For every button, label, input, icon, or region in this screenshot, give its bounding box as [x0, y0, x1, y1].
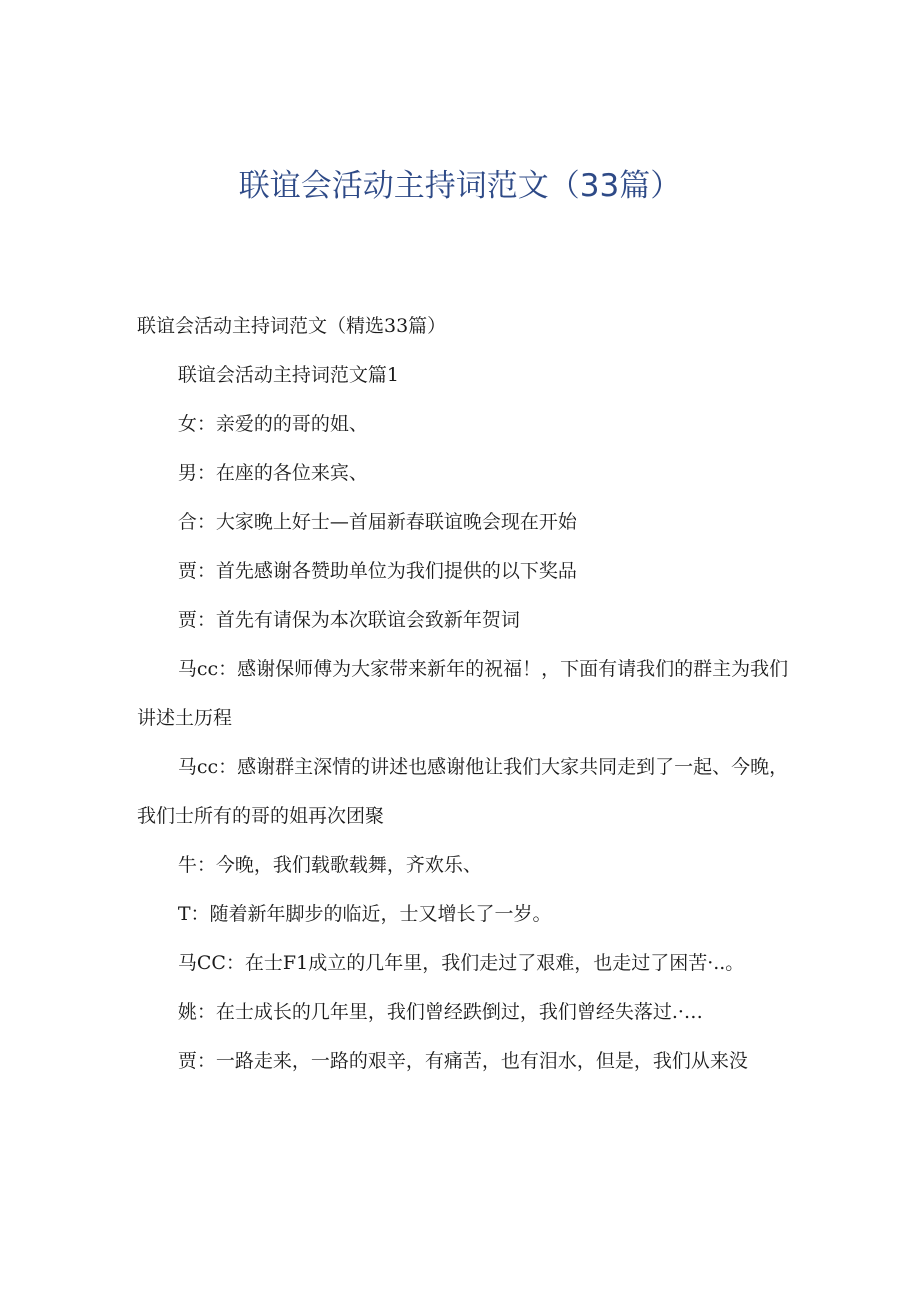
document-title: 联谊会活动主持词范文（33篇）: [238, 168, 682, 204]
paragraph-subtitle: 联谊会活动主持词范文（精选33篇）: [137, 315, 447, 337]
paragraph: 合：大家晚上好士—首届新春联谊晚会现在开始: [177, 511, 577, 533]
document-body: [137, 302, 797, 1086]
paragraph: 贾：首先有请保为本次联谊会致新年贺词: [177, 609, 520, 631]
paragraph: 贾：首先感谢各赞助单位为我们提供的以下奖品: [177, 560, 577, 582]
paragraph-section-heading: 联谊会活动主持词范文篇1: [177, 364, 399, 386]
paragraph: 贾：一路走来，一路的艰辛，有痛苦，也有泪水，但是，我们从来没: [177, 1050, 748, 1072]
paragraph: 马CC：在士F1成立的几年里，我们走过了艰难，也走过了困苦·..。: [177, 952, 745, 974]
paragraph: 马cc：感谢保师傅为大家带来新年的祝福！，下面有请我们的群主为我们讲述土历程: [137, 658, 789, 729]
paragraph: 牛：今晚，我们载歌载舞，齐欢乐、: [177, 854, 482, 876]
paragraph: T：随着新年脚步的临近，士又增长了一岁。: [177, 903, 552, 925]
paragraph: 男：在座的各位来宾、: [177, 462, 368, 484]
paragraph: 姚：在士成长的几年里，我们曾经跌倒过，我们曾经失落过.·…: [177, 1001, 703, 1023]
paragraph: 马cc：感谢群主深情的讲述也感谢他让我们大家共同走到了一起、今晚，我们士所有的哥的姐再次团聚: [137, 756, 789, 827]
paragraph: 女：亲爱的的哥的姐、: [177, 413, 368, 435]
